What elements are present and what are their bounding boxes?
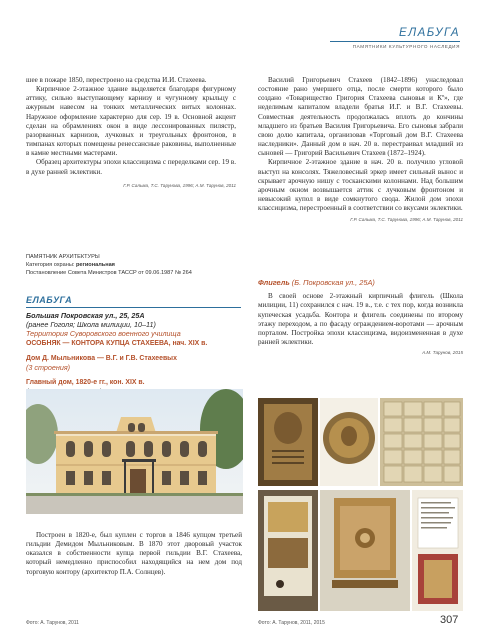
section-rule	[26, 307, 241, 308]
author-credit: Г.Р. Сальма, Т.С. Тарунова, 1996; А.М. Тарунов, 2011	[350, 217, 463, 223]
author-credit: А.М. Тарунов, 2015	[422, 350, 463, 356]
bottom-text	[26, 531, 242, 577]
paragraph: шее в пожаре 1850, перестроено на средства И.И. Стахеева.	[26, 76, 207, 84]
interior-photo-collage	[258, 398, 463, 611]
house-title: Дом Д. Мыльникова — В.Г. и Г.В. Стахеевых	[26, 354, 177, 362]
header-title: ЕЛАБУГА	[399, 27, 460, 39]
paragraph: Кирпичное 2-этажное здание в нач. 20 в. получило угловой выступ на консолях. Тяжеловесный эркер имеет сильный вынос и скрывает арочную нишу с тосканскими колоннами. Над большим арочным окном возвышается аттик с лучковым фронтоном и невысокий купол в виде сомкнутого свода. Жилой дом эпохи классицизма, перестроенный в соответствии со вкусами эклектики.	[258, 158, 463, 213]
paragraph: Образец архитектуры эпохи классицизма с переделками сер. 19 в. в духе ранней эклектики.	[26, 158, 236, 176]
left-column	[26, 76, 236, 188]
protection-category: Категория охраны: региональная	[26, 262, 115, 268]
right-column	[258, 76, 463, 222]
section-label: ЕЛАБУГА	[26, 295, 73, 305]
fligel-heading: Флигель (Б. Покровская ул., 25А)	[258, 278, 375, 287]
main-house-title: Главный дом, 1820-е гг., кон. XIX в.	[26, 379, 145, 387]
decree: Постановление Совета Министров ТАССР от 09.06.1987 № 264	[26, 270, 192, 276]
building-photo	[26, 389, 243, 514]
territory: Территория Суворовского военного училища	[26, 329, 181, 339]
house-note: (3 строения)	[26, 363, 71, 373]
photo-credit-left: Фото: А. Тарунов, 2011	[26, 620, 79, 626]
address: Большая Покровская ул., 25, 25А	[26, 311, 145, 320]
paragraph: В своей основе 2-этажный кирпичный флигель (Школа милиции, 11) сохранился с нач. 19 в., т.е. с тех пор, когда возникла купеческая усадьба. Контора и флигель соединены по второму этажу переходом, а по фасаду ограждением-воротами — арочным порталом. Постройка эпохи классицизма, видоизмененная в духе ранней эклектики.	[258, 292, 463, 346]
monument-info	[26, 253, 241, 277]
monument-type: ПАМЯТНИК АРХИТЕКТУРЫ	[26, 254, 100, 260]
fligel-section	[258, 278, 463, 355]
photo-credit-right: Фото: А. Тарунов, 2011, 2015	[258, 620, 325, 626]
paragraph: Кирпичное 2-этажное здание выделяется благодаря фигурному аттику, сильно выступающему карнизу и чугунному крыльцу с ажурным навесом на тонких металлических витых колоннах. Наружное оформление характерно для сер. 19 в. Основной акцент сделан на обрамлениях окон в виде лессонированных пилястр, разорванных карнизов, лучковых и треугольных фронтонов, в тимпанах которых помещены ренессансные раковины, выполненные в камне местными мастерами.	[26, 85, 236, 158]
mansion-title: ОСОБНЯК — КОНТОРА КУПЦА СТАХЕЕВА, нач. XIX в.	[26, 339, 208, 347]
author-credit: Г.Р. Сальма, Т.С. Тарунова, 1996; А.М. Тарунов, 2011	[123, 182, 236, 188]
section-heading	[26, 295, 251, 397]
former-name: (ранее Гоголя; Школа милиции, 10–11)	[26, 320, 156, 330]
page-number: 307	[440, 614, 459, 626]
header-subtitle: ПАМЯТНИКИ КУЛЬТУРНОГО НАСЛЕДИЯ	[352, 44, 460, 49]
running-header	[330, 27, 460, 57]
paragraph: Василий Григорьевич Стахеев (1842–1896) унаследовал состояние рано умершего отца, после смерти которого было создано «Товарищество Григория Стахеева сыновья и Кº», где неделимым капиталом владели братья И.Г. и В.Г. Стахеевы. Совместная деятельность продолжалась вплоть до кончины младшего из братьев Василия Григорьевича. Его сыновья забрали свою долю капитала, организовав «Торговый дом В.Г. Стахеева наследники». Данный дом в нач. 20 в. перестраивал младший из сыновей — Григорий Васильевич Стахеев (1872–1924).	[258, 76, 463, 158]
header-rule	[330, 41, 460, 42]
paragraph: Построен в 1820-е, был куплен с торгов в 1846 купцом третьей гильдии Демидом Мыльниковым. В 1870 этот дворовый участок оказался в собственности купца первой гильдии В.Г. Стахеева, который немедленно приспособил находящийся на нем дом под торговую контору (архитектор П.А. Солнцев).	[26, 531, 242, 576]
